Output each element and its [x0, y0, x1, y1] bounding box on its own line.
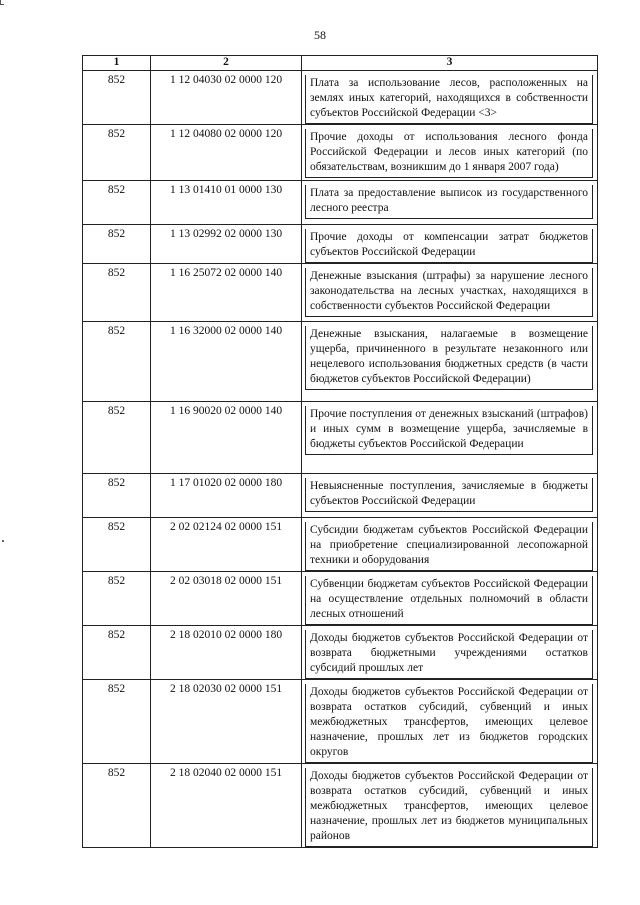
admin-code-cell: 852: [83, 572, 151, 626]
header-col-1: 1: [83, 56, 151, 71]
admin-code-cell: 852: [83, 402, 151, 474]
revenue-name-cell: [302, 572, 598, 626]
budget-code-cell: 2 18 02040 02 0000 151: [151, 764, 302, 848]
revenue-name-cell: [302, 626, 598, 680]
revenue-name-cell: [302, 71, 598, 125]
revenue-name-cell: [302, 402, 598, 474]
admin-code-cell: 852: [83, 626, 151, 680]
revenue-name-text: Субсидии бюджетам субъектов Российской Федерации на приобретение специализированной лесопожарной техники и оборудования: [305, 522, 593, 571]
budget-code-cell: 1 16 90020 02 0000 140: [151, 402, 302, 474]
header-col-2: 2: [151, 56, 302, 71]
revenue-name-cell: [302, 518, 598, 572]
revenue-name-text: Субвенции бюджетам субъектов Российской Федерации на осуществление отдельных полномочий в области лесных отношений: [305, 576, 593, 625]
revenue-name-cell: [302, 474, 598, 518]
table-row: [83, 764, 598, 848]
revenue-name-text: Невыясненные поступления, зачисляемые в бюджеты субъектов Российской Федерации: [305, 478, 593, 512]
revenue-name-text: Денежные взыскания, налагаемые в возмещение ущерба, причиненного в результате незаконного или нецелевого использования бюджетных средств (в части бюджетов субъектов Российской Федерации): [305, 326, 593, 390]
admin-code-cell: 852: [83, 125, 151, 181]
scan-edge-mark: [0, 0, 4, 5]
revenue-name-text: Доходы бюджетов субъектов Российской Федерации от возврата бюджетными учреждениями остатков субсидий прошлых лет: [305, 630, 593, 679]
budget-code-cell: 1 13 02992 02 0000 130: [151, 225, 302, 264]
admin-code-cell: 852: [83, 518, 151, 572]
revenue-name-text: Прочие доходы от компенсации затрат бюджетов субъектов Российской Федерации: [305, 229, 593, 263]
table-header-row: [83, 56, 598, 71]
admin-code-cell: 852: [83, 680, 151, 764]
admin-code-cell: 852: [83, 322, 151, 402]
revenue-name-text: Прочие доходы от использования лесного фонда Российской Федерации и лесов иных категорий (по обязательствам, возникшим до 1 января 2007 года): [305, 129, 593, 178]
table-row: [83, 680, 598, 764]
revenue-name-cell: [302, 181, 598, 225]
table-row: [83, 474, 598, 518]
table-row: [83, 322, 598, 402]
table-row: [83, 402, 598, 474]
budget-code-cell: 1 12 04030 02 0000 120: [151, 71, 302, 125]
budget-code-cell: 1 17 01020 02 0000 180: [151, 474, 302, 518]
admin-code-cell: 852: [83, 181, 151, 225]
page-number: 58: [314, 28, 326, 42]
revenue-codes-table: [82, 55, 598, 848]
header-col-3: 3: [302, 56, 598, 71]
admin-code-cell: 852: [83, 71, 151, 125]
budget-code-cell: 2 02 02124 02 0000 151: [151, 518, 302, 572]
table-row: [83, 71, 598, 125]
budget-code-cell: 1 16 25072 02 0000 140: [151, 264, 302, 322]
budget-code-cell: 1 13 01410 01 0000 130: [151, 181, 302, 225]
table-body: [83, 71, 598, 848]
table-row: [83, 125, 598, 181]
admin-code-cell: 852: [83, 225, 151, 264]
revenue-name-cell: [302, 322, 598, 402]
revenue-name-cell: [302, 264, 598, 322]
budget-code-cell: 1 16 32000 02 0000 140: [151, 322, 302, 402]
revenue-name-cell: [302, 225, 598, 264]
budget-code-cell: 2 18 02030 02 0000 151: [151, 680, 302, 764]
table-row: [83, 572, 598, 626]
revenue-name-text: Плата за использование лесов, расположенных на землях иных категорий, находящихся в собственности субъектов Российской Федерации <3>: [305, 75, 593, 124]
revenue-name-text: Плата за предоставление выписок из государственного лесного реестра: [305, 185, 593, 219]
budget-code-cell: 1 12 04080 02 0000 120: [151, 125, 302, 181]
table-row: [83, 518, 598, 572]
table-row: [83, 264, 598, 322]
revenue-name-cell: [302, 680, 598, 764]
table-row: [83, 225, 598, 264]
scan-speck: [2, 540, 4, 542]
budget-code-cell: 2 18 02010 02 0000 180: [151, 626, 302, 680]
table-row: [83, 626, 598, 680]
revenue-name-text: Доходы бюджетов субъектов Российской Федерации от возврата остатков субсидий, субвенций и иных межбюджетных трансфертов, имеющих целевое назначение, прошлых лет из бюджетов городских округов: [305, 684, 593, 763]
admin-code-cell: 852: [83, 264, 151, 322]
revenue-name-cell: [302, 125, 598, 181]
admin-code-cell: 852: [83, 764, 151, 848]
revenue-name-cell: [302, 764, 598, 848]
admin-code-cell: 852: [83, 474, 151, 518]
revenue-name-text: Доходы бюджетов субъектов Российской Федерации от возврата остатков субсидий, субвенций и иных межбюджетных трансфертов, имеющих целевое назначение, прошлых лет из бюджетов муниципальных районов: [305, 768, 593, 847]
table-row: [83, 181, 598, 225]
budget-code-cell: 2 02 03018 02 0000 151: [151, 572, 302, 626]
revenue-name-text: Прочие поступления от денежных взысканий (штрафов) и иных сумм в возмещение ущерба, зачисляемые в бюджеты субъектов Российской Федерации: [305, 406, 593, 455]
revenue-name-text: Денежные взыскания (штрафы) за нарушение лесного законодательства на лесных участках, находящихся в собственности субъектов Российской Федерации: [305, 268, 593, 317]
